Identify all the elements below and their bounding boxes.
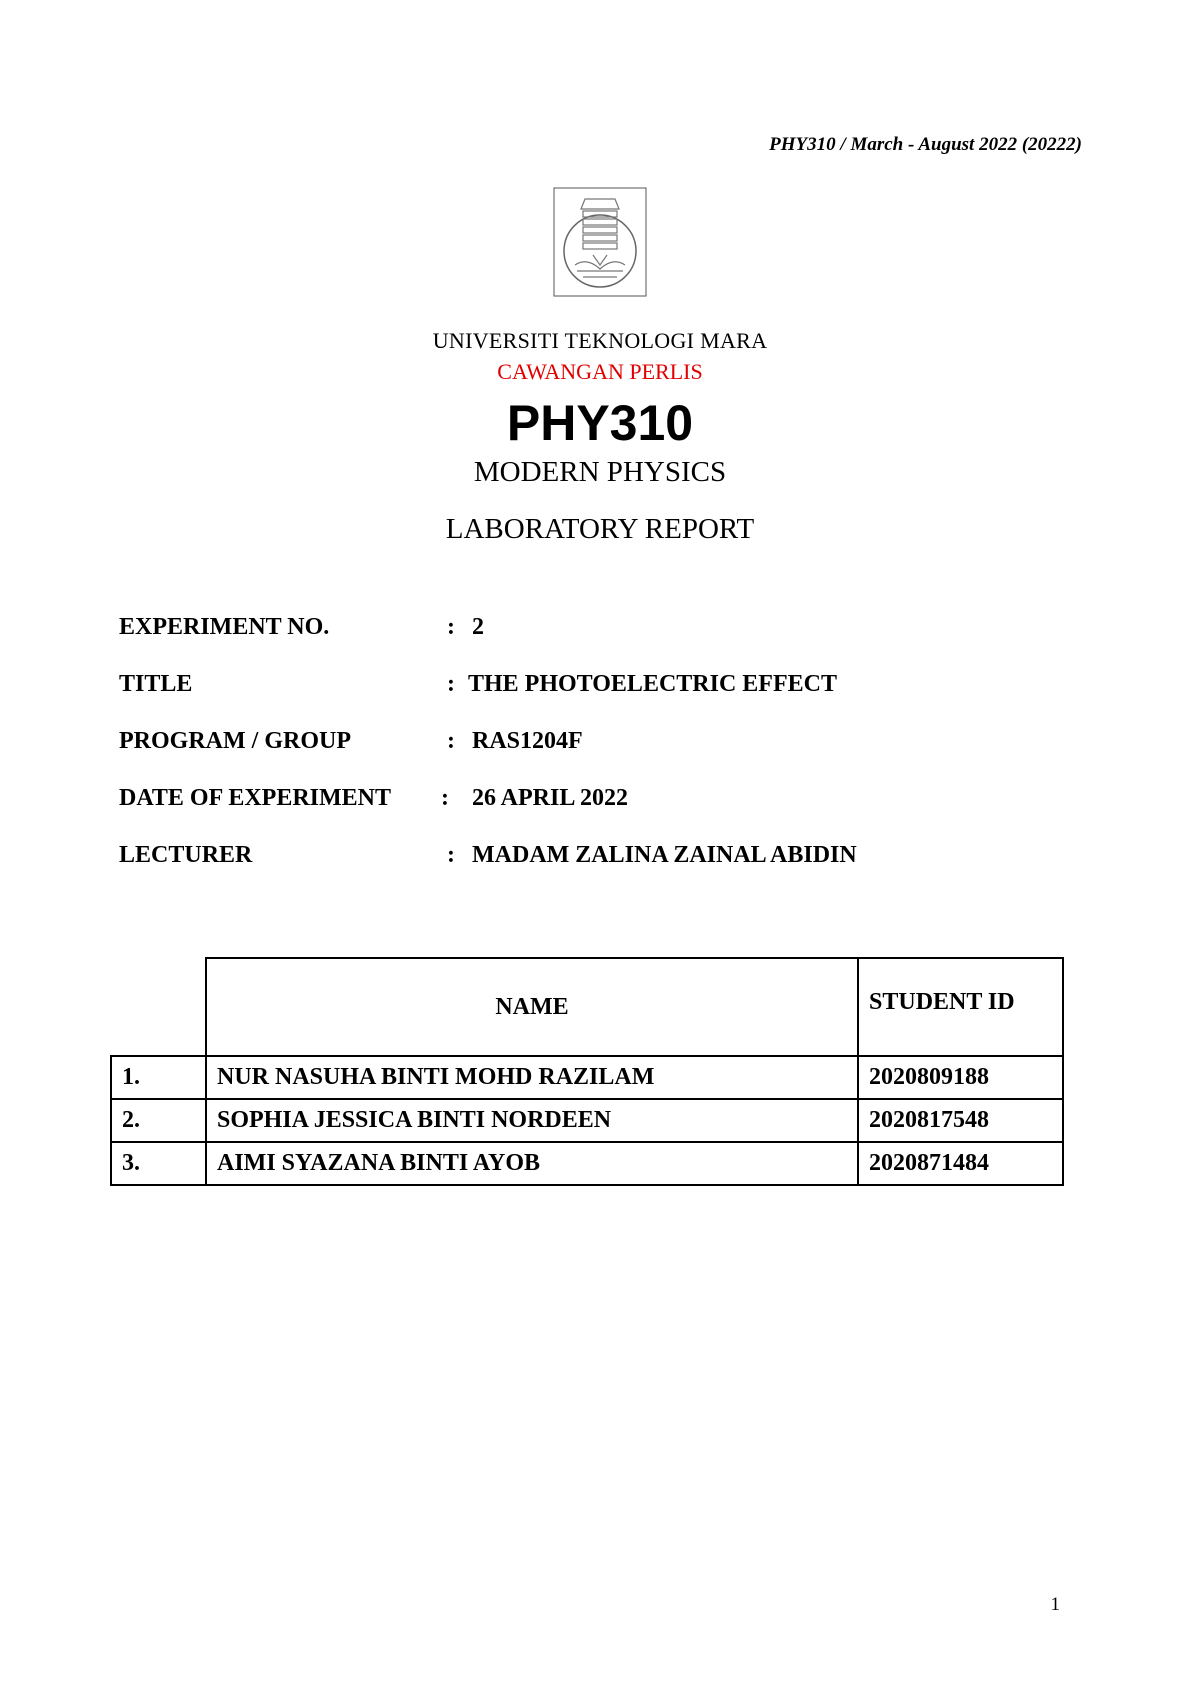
table-header-blank (111, 958, 206, 1056)
student-name: AIMI SYAZANA BINTI AYOB (206, 1142, 858, 1185)
field-label-date-of-experiment: DATE OF EXPERIMENT (119, 785, 392, 811)
table-header-student-id: STUDENT ID (858, 958, 1063, 1056)
field-separator: : (447, 842, 455, 868)
course-reference: PHY310 / March - August 2022 (20222) (769, 134, 1082, 155)
course-name: MODERN PHYSICS (473, 456, 727, 488)
field-value-date-of-experiment: 26 APRIL 2022 (472, 785, 629, 811)
field-label-experiment-no: EXPERIMENT NO. (119, 614, 330, 640)
table-row (111, 1056, 1063, 1099)
branch-name: CAWANGAN PERLIS (497, 359, 703, 384)
row-number: 1. (111, 1056, 206, 1099)
field-value-experiment-no: 2 (472, 614, 484, 640)
university-logo-icon (553, 187, 647, 297)
students-table (110, 957, 1064, 1186)
course-code: PHY310 (506, 395, 694, 451)
page-number: 1 (1050, 1594, 1060, 1615)
field-separator: : (447, 728, 455, 754)
field-label-lecturer: LECTURER (119, 842, 253, 868)
field-value-title: THE PHOTOELECTRIC EFFECT (468, 671, 837, 697)
row-number: 3. (111, 1142, 206, 1185)
field-value-program-group: RAS1204F (472, 728, 583, 754)
field-separator: : (447, 671, 455, 697)
table-header-row (111, 958, 1063, 1056)
document-type: LABORATORY REPORT (445, 513, 755, 545)
university-name: UNIVERSITI TEKNOLOGI MARA (432, 328, 768, 353)
table-row (111, 1099, 1063, 1142)
table-row (111, 1142, 1063, 1185)
student-id: 2020809188 (858, 1056, 1063, 1099)
table-header-name: NAME (206, 958, 858, 1056)
student-name: SOPHIA JESSICA BINTI NORDEEN (206, 1099, 858, 1142)
student-id: 2020871484 (858, 1142, 1063, 1185)
field-value-lecturer: MADAM ZALINA ZAINAL ABIDIN (472, 842, 857, 868)
row-number: 2. (111, 1099, 206, 1142)
field-label-program-group: PROGRAM / GROUP (119, 728, 351, 754)
field-separator: : (441, 785, 449, 811)
student-id: 2020817548 (858, 1099, 1063, 1142)
student-name: NUR NASUHA BINTI MOHD RAZILAM (206, 1056, 858, 1099)
field-separator: : (447, 614, 455, 640)
field-label-title: TITLE (119, 671, 193, 697)
